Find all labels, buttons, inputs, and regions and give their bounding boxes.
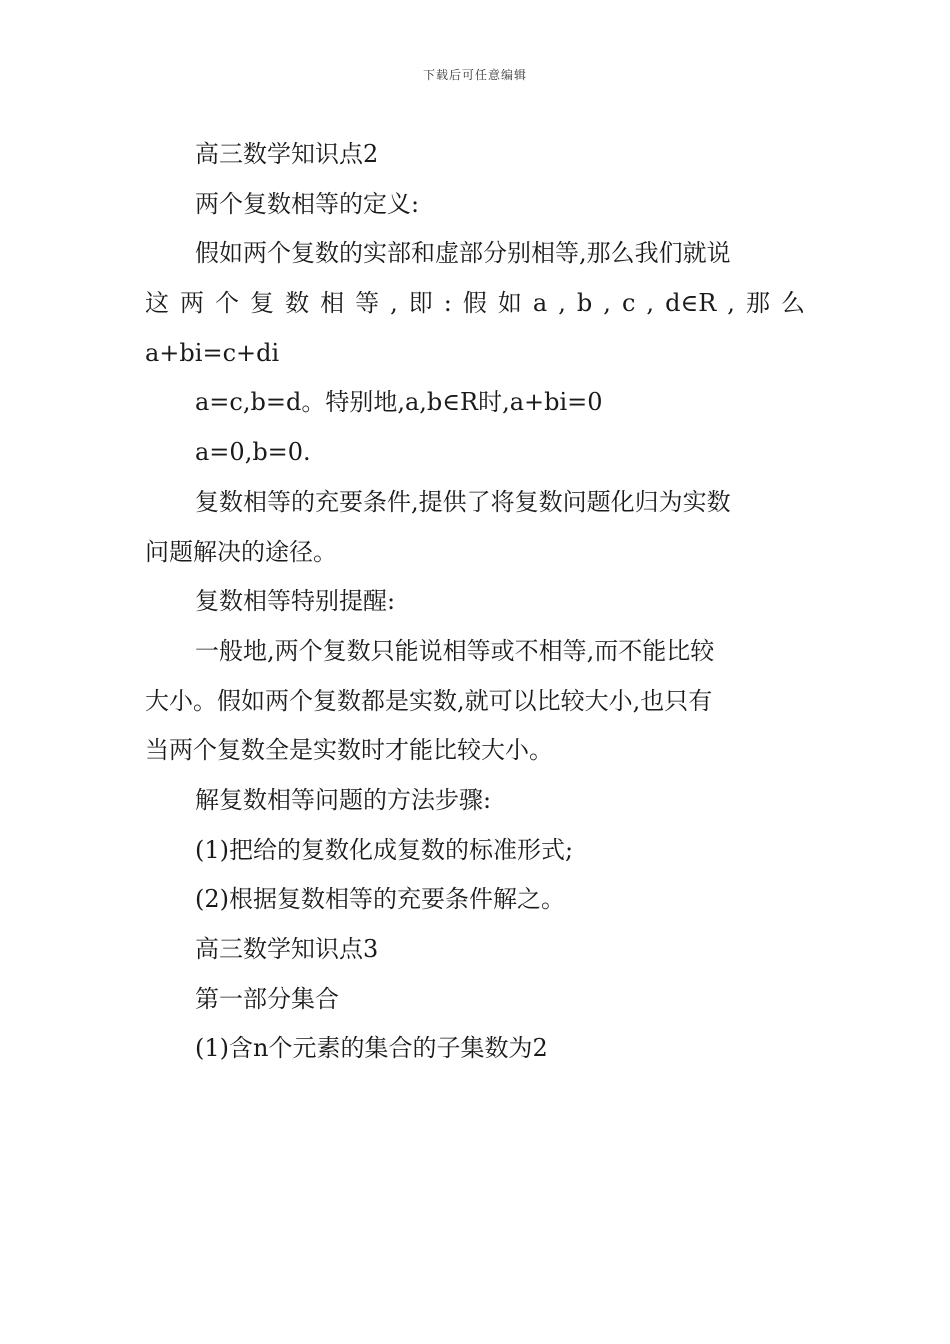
paragraph-line: 问题解决的途径。 [145,537,337,566]
text-fragment: 两 [180,289,205,318]
text-fragment: 相 [320,289,345,318]
text-fragment: c [621,289,636,318]
paragraph-line-justified [145,279,805,329]
section-heading: 高三数学知识点3 [195,935,379,963]
paragraph-line: 当两个复数全是实数时才能比较大小。 [145,736,553,765]
text-fragment: 即 [408,289,433,318]
text-fragment: d∈R [665,289,717,318]
text-fragment: 如 [497,289,522,318]
text-fragment: 假 [462,289,487,318]
paragraph-line: a=c,b=d。特别地,a,b∈R时,a+bi=0 [195,388,603,417]
text-fragment: , [603,289,611,318]
text-fragment: 数 [285,289,310,318]
text-fragment: 么 [780,289,805,318]
header-note: 下载后可任意编辑 [422,68,527,82]
paragraph-line: 解复数相等问题的方法步骤: [195,785,492,814]
text-fragment: , [558,289,566,318]
text-fragment: 等 [355,289,380,318]
section-heading: 高三数学知识点2 [195,140,379,168]
list-item: (1)把给的复数化成复数的标准形式; [195,835,574,864]
paragraph-line: 两个复数相等的定义: [195,189,420,218]
list-item: (1)含n个元素的集合的子集数为2 [195,1034,548,1063]
text-fragment: 个 [215,289,240,318]
text-fragment: 那 [745,289,770,318]
text-fragment: : [443,289,452,318]
paragraph-line: 一般地,两个复数只能说相等或不相等,而不能比较 [195,636,715,665]
list-item: (2)根据复数相等的充要条件解之。 [195,885,565,914]
text-fragment: 这 [145,289,169,318]
paragraph-line: 复数相等的充要条件,提供了将复数问题化归为实数 [195,487,731,516]
text-fragment: , [727,289,735,318]
paragraph-line: a=0,b=0. [195,438,311,467]
text-fragment: a [532,289,548,318]
formula-line: a+bi=c+di [145,338,280,367]
text-fragment: 复 [250,289,275,318]
paragraph-line: 假如两个复数的实部和虚部分别相等,那么我们就说 [195,239,731,268]
paragraph-line: 复数相等特别提醒: [195,587,396,616]
document-body [145,130,805,1074]
text-fragment: , [390,289,398,318]
text-fragment: b [576,289,593,318]
text-fragment: , [646,289,655,318]
paragraph-line: 大小。假如两个复数都是实数,就可以比较大小,也只有 [145,686,713,715]
subsection-heading: 第一部分集合 [195,984,339,1013]
